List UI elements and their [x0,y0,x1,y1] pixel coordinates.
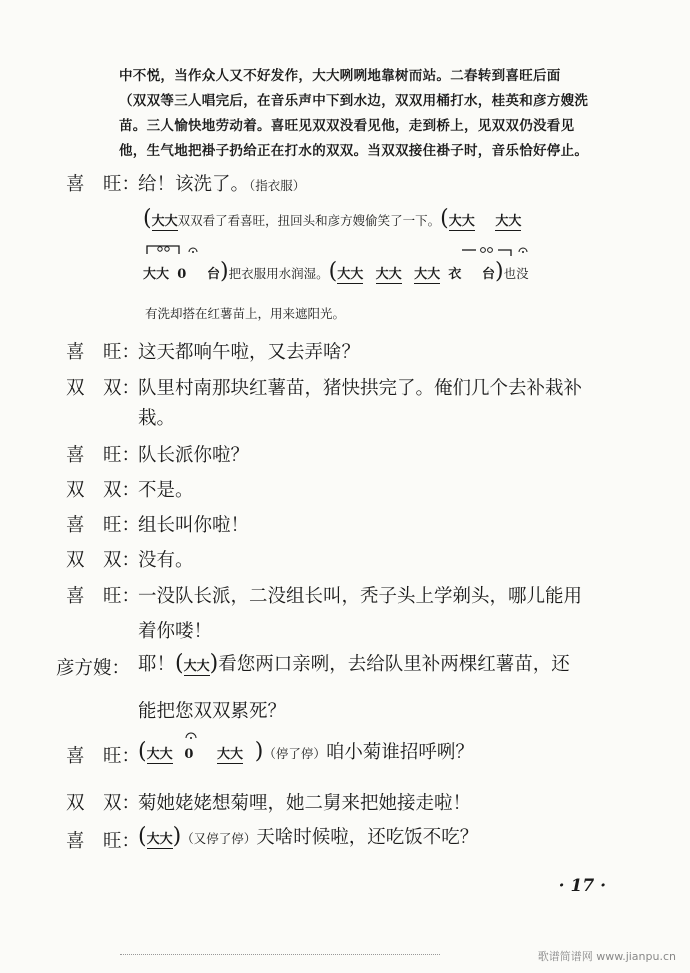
beam-bracket [147,246,179,254]
notation-marks [145,240,605,260]
speaker-name: 喜 旺： [66,586,141,607]
speaker-name: 喜 旺： [66,445,141,466]
percussion-dada: 大大 [143,267,170,282]
percussion-direction: 把衣服用水润湿。 [228,266,329,281]
dialogue-text: 菊她姥姥想菊哩，她二舅来把她接走啦！ [138,793,472,814]
note-circle [158,247,162,251]
dialogue-text: 队里村南那块红薯苗，猪快拱完了。俺们几个去补栽补 [138,378,583,399]
dialogue-text: 组长叫你啦！ [138,515,250,536]
close-paren: ) [172,824,182,849]
percussion-yi: 衣 [448,267,462,282]
speaker-name: 喜 旺： [66,831,141,852]
dialogue-text: 看您两口亲咧，去给队里补两棵红薯苗，还 [218,654,570,675]
fermata-dot [522,251,524,253]
open-paren: ( [175,651,184,676]
speaker-name: 喜 旺： [66,342,141,363]
stage-direction-line: 他，生气地把褂子扔给正在打水的双双。当双双接住褂子时，音乐恰好停止。 [119,143,589,159]
dialogue-text: 天啥时候啦，还吃饭不吃？ [256,827,479,848]
open-paren: ( [138,739,147,764]
percussion-dada: 大大 [183,659,210,674]
percussion-dada: 大大 [375,267,402,282]
speaker-name: 彦方嫂： [56,658,131,679]
speaker-name: 喜 旺： [66,515,141,536]
speaker-name: 双 双： [66,378,141,399]
percussion-dada: 大大 [151,214,178,229]
dialogue-continuation: 能把您双双累死？ [138,701,287,722]
open-paren: ( [328,259,338,284]
percussion-row [143,206,521,231]
stage-direction-line: 苗。三人愉快地劳动着。喜旺见双双没看见他，走到桥上，见双双仍没看见 [119,118,575,134]
percussion-tai: 台 [207,267,221,282]
dialogue-text: 给！该洗了。 [138,174,250,195]
dialogue-continuation: 栽。 [138,408,176,429]
dialogue-text: 这天都响午啦，又去弄啥？ [138,342,361,363]
percussion-row [143,259,529,284]
percussion-direction: 双双看了看喜旺，扭回头和彦方嫂偷笑了一下。 [177,213,441,228]
percussion-zero: 0 [184,747,194,762]
speaker-name: 喜 旺： [66,174,141,195]
speaker-name: 双 双： [66,793,141,814]
stage-note: （指衣服） [249,178,306,193]
page-number: · 17 · [558,876,606,896]
speaker-name: 双 双： [66,550,141,571]
dialogue-line [138,170,305,196]
speaker-name: 双 双： [66,480,141,501]
note-circle [488,248,493,253]
dialogue-continuation: 着你喽！ [138,621,213,642]
dialogue-text: 不是。 [138,480,194,501]
dialogue-text: 咱小菊谁招呼咧？ [325,742,474,763]
close-paren: ) [495,259,504,284]
percussion-zero: 0 [177,267,187,282]
stage-note: （停了停） [263,746,326,761]
open-paren: ( [440,206,449,231]
percussion-dada: 大大 [146,747,173,762]
percussion-dada: 大大 [495,214,522,229]
dialogue-text: 一没队长派，二没组长叫，秃子头上学剃头，哪儿能用 [138,586,583,607]
note-circle [165,247,169,251]
percussion-tai: 台 [482,267,496,282]
percussion-direction: 也没 [503,266,529,281]
dialogue-line [138,650,570,676]
dialogue-text: 队长派你啦？ [138,445,250,466]
stage-direction-line: （双双等三人唱完后，在音乐声中下到水边，双双用桶打水，桂英和彦方嫂洗 [119,93,589,109]
beam-bracket [498,250,511,256]
percussion-dada: 大大 [337,267,364,282]
watermark: 歌谱简谱网 www.jianpu.cn [537,950,676,963]
dialogue-text: 没有。 [138,550,194,571]
open-paren: ( [143,206,152,231]
dialogue-exclamation: 耶！ [138,654,176,675]
stage-note: （又停了停） [181,831,257,846]
percussion-dada: 大大 [414,267,441,282]
percussion-dada: 大大 [216,747,243,762]
close-paren: ) [220,259,229,284]
percussion-dada: 大大 [146,832,173,847]
speaker-name: 喜 旺： [66,746,141,767]
scan-noise [120,954,440,959]
open-paren: ( [138,824,147,849]
close-paren: ) [209,651,219,676]
stage-direction-line: 中不悦，当作众人又不好发作，大大咧咧地靠树而站。二春转到喜旺后面 [119,68,561,84]
percussion-direction: 有洗却搭在红薯苗上，用来遮阳光。 [145,306,346,321]
close-paren: ) [254,739,264,764]
dialogue-line [138,823,478,849]
fermata-dot [192,251,194,253]
percussion-dada: 大大 [448,214,475,229]
dialogue-line [138,738,474,764]
note-circle [481,248,486,253]
